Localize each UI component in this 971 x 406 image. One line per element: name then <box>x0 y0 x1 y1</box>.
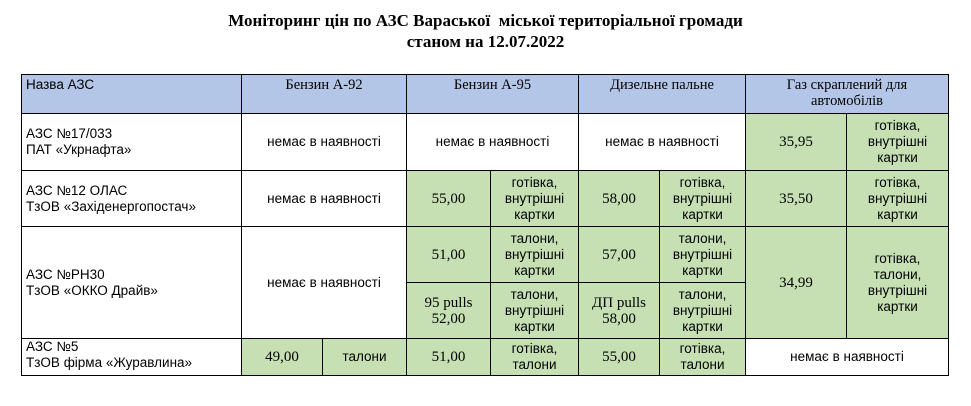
table-row <box>22 227 949 283</box>
header-gas: Газ скраплений для автомобілів <box>746 75 949 114</box>
table-row <box>22 339 949 376</box>
payment-line: картки <box>682 262 723 278</box>
diesel-price: 55,00 <box>579 339 660 376</box>
payment-line: внутрішні <box>867 282 928 298</box>
fuel-price-table <box>21 74 949 376</box>
payment-line: талони <box>680 357 725 372</box>
gas-price: 35,50 <box>746 171 847 227</box>
a92-not-available: немає в наявності <box>242 171 407 227</box>
payment-line: готівка, <box>511 341 558 356</box>
gas-payment <box>847 171 949 227</box>
payment-line: талони, <box>510 286 559 302</box>
payment-line: готівка, <box>679 341 726 356</box>
a95-not-available: немає в наявності <box>407 114 579 171</box>
a92-payment: талони <box>323 339 407 376</box>
header-a95: Бензин А-95 <box>407 75 579 114</box>
payment-line: готівка, <box>511 174 558 190</box>
station-company: ТзОВ фірма «Журавлина» <box>26 355 193 370</box>
payment-line: готівка, <box>679 174 726 190</box>
diesel-not-available: немає в наявності <box>579 114 746 171</box>
a92-not-available: немає в наявності <box>242 114 407 171</box>
a92-price: 49,00 <box>242 339 323 376</box>
a95-pulls-payment <box>491 283 579 339</box>
price-value: 58,00 <box>602 310 636 327</box>
gas-payment <box>847 227 949 339</box>
payment-line: талони, <box>678 230 727 246</box>
station-number: АЗС №17/033 <box>26 126 113 141</box>
diesel-payment <box>660 171 746 227</box>
station-company: ТзОВ «Західенергопостач» <box>26 198 196 214</box>
payment-line: готівка, <box>874 250 921 266</box>
payment-line: внутрішні <box>867 134 928 149</box>
table-row <box>22 114 949 171</box>
price-value: 52,00 <box>431 310 466 327</box>
a95-price: 51,00 <box>407 339 491 376</box>
table-row <box>22 171 949 227</box>
a95-payment <box>491 339 579 376</box>
a92-not-available: немає в наявності <box>242 227 407 339</box>
document-title <box>0 10 971 52</box>
payment-line: картки <box>877 206 918 222</box>
a95-payment <box>491 227 579 283</box>
diesel-pulls-payment <box>660 283 746 339</box>
payment-line: готівка, <box>874 118 921 133</box>
payment-line: талони, <box>678 286 727 302</box>
table-header-row <box>22 75 949 114</box>
station-number: АЗС №РН30 <box>26 266 105 282</box>
station-company: ПАТ «Укрнафта» <box>26 142 132 157</box>
a95-pulls-price <box>407 283 491 339</box>
a95-price: 51,00 <box>407 227 491 283</box>
payment-line: талони <box>512 357 557 372</box>
payment-line: картки <box>877 150 918 165</box>
payment-line: внутрішні <box>504 190 565 206</box>
payment-line: готівка, <box>874 174 921 190</box>
payment-line: внутрішні <box>672 302 733 318</box>
station-number: АЗС №12 ОЛАС <box>26 182 128 198</box>
header-diesel: Дизельне пальне <box>579 75 746 114</box>
payment-line: талони, <box>873 266 922 282</box>
a95-price: 55,00 <box>407 171 491 227</box>
gas-price: 34,99 <box>746 227 847 339</box>
diesel-price: 57,00 <box>579 227 660 283</box>
payment-line: картки <box>682 206 723 222</box>
station-number: АЗС №5 <box>26 339 79 354</box>
payment-line: картки <box>514 318 555 334</box>
gas-price: 35,95 <box>746 114 847 171</box>
gas-not-available: немає в наявності <box>746 339 949 376</box>
payment-line: внутрішні <box>672 190 733 206</box>
diesel-payment <box>660 227 746 283</box>
payment-line: картки <box>877 298 918 314</box>
header-a92: Бензин А-92 <box>242 75 407 114</box>
payment-line: картки <box>514 206 555 222</box>
payment-line: внутрішні <box>504 302 565 318</box>
gas-payment <box>847 114 949 171</box>
fuel-variant: ДП pulls <box>592 294 646 311</box>
payment-line: талони, <box>510 230 559 246</box>
payment-line: внутрішні <box>867 190 928 206</box>
station-name-cell <box>22 339 242 376</box>
station-name-cell <box>22 114 242 171</box>
station-name-cell <box>22 171 242 227</box>
diesel-price: 58,00 <box>579 171 660 227</box>
a95-payment <box>491 171 579 227</box>
header-station-name: Назва АЗС <box>22 75 242 114</box>
title-line-2: станом на 12.07.2022 <box>406 32 565 51</box>
station-company: ТзОВ «ОККО Драйв» <box>26 282 158 298</box>
diesel-pulls-price <box>579 283 660 339</box>
payment-line: картки <box>514 262 555 278</box>
payment-line: картки <box>682 318 723 334</box>
payment-line: внутрішні <box>672 246 733 262</box>
diesel-payment <box>660 339 746 376</box>
fuel-variant: 95 pulls <box>424 294 473 311</box>
station-name-cell <box>22 227 242 339</box>
payment-line: внутрішні <box>504 246 565 262</box>
title-line-1: Моніторинг цін по АЗС Вараської міської територіальної громади <box>228 11 743 30</box>
